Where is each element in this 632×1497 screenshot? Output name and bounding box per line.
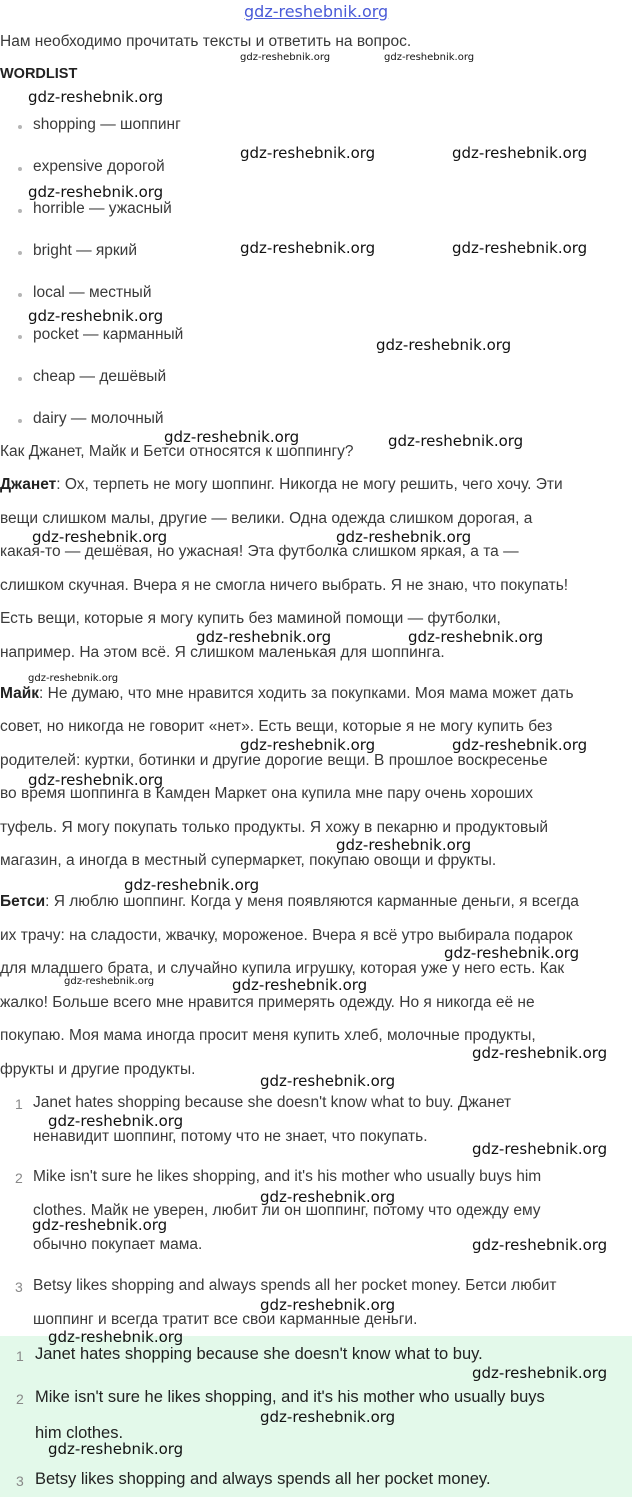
mike-line: туфель. Я могу покупать только продукты. Я хожу в пекарню и продуктовый [0,819,549,836]
janet-line: какая-то — дешёвая, но ужасная! Эта футболка слишком яркая, а та — [0,543,519,560]
question-text: Как Джанет, Майк и Бетси относятся к шоппингу? [0,443,354,460]
wordlist-item: pocket — карманный [33,326,184,343]
watermark-text: gdz-reshebnik.org [240,52,331,63]
watermark-text: gdz-reshebnik.org [28,771,164,789]
watermark-text: gdz-reshebnik.org [32,1216,168,1234]
watermark-text: gdz-reshebnik.org [376,336,512,354]
answer-line: Betsy likes shopping and always spends all her pocket money. [35,1470,491,1488]
statement-line: шоппинг и всегда тратит все свои карманные деньги. [33,1311,418,1328]
statement-line: Betsy likes shopping and always spends all her pocket money. Бетси любит [33,1277,557,1294]
mike-line: магазин, а иногда в местный супермаркет, покупаю овощи и фрукты. [0,852,497,869]
answer-line: Janet hates shopping because she doesn't know what to buy. [35,1345,483,1363]
betsy-line: для младшего брата, и случайно купила игрушку, которая уже у него есть. Как [0,960,565,977]
wordlist-item: expensive дорогой [33,158,165,175]
wordlist-item: horrible — ужасный [33,200,172,217]
bullet-icon [18,209,22,213]
answer-number: 2 [16,1391,24,1407]
watermark-text: gdz-reshebnik.org [336,836,472,854]
janet-line: слишком скучная. Вчера я не смогла ничего выбрать. Я не знаю, что покупать! [0,577,569,594]
wordlist-item: bright — яркий [33,242,137,259]
watermark-text: gdz-reshebnik.org [472,1236,608,1254]
watermark-text: gdz-reshebnik.org [32,528,168,546]
watermark-text: gdz-reshebnik.org [444,944,580,962]
watermark-text: gdz-reshebnik.org [472,1140,608,1158]
intro-text: Нам необходимо прочитать тексты и ответить на вопрос. [0,33,412,50]
watermark-text: gdz-reshebnik.org [260,1188,396,1206]
watermark-text: gdz-reshebnik.org [124,876,260,894]
watermark-text: gdz-reshebnik.org [452,239,588,257]
wordlist-title: WORDLIST [0,66,78,82]
watermark-text: gdz-reshebnik.org [64,976,155,987]
watermark-text: gdz-reshebnik.org [472,1364,608,1382]
watermark-text: gdz-reshebnik.org [260,1072,396,1090]
betsy-line: фрукты и другие продукты. [0,1061,196,1078]
watermark-text: gdz-reshebnik.org [240,239,376,257]
statement-number: 1 [15,1096,23,1112]
watermark-text: gdz-reshebnik.org [452,144,588,162]
wordlist-item: shopping — шоппинг [33,116,181,133]
watermark-text: gdz-reshebnik.org [28,88,164,106]
janet-line: например. На этом всё. Я слишком маленькая для шоппинга. [0,644,445,661]
mike-line: во время шоппинга в Камден Маркет она купила мне пару очень хороших [0,785,533,802]
watermark-text: gdz-reshebnik.org [196,628,332,646]
speaker-name: Джанет [0,476,57,493]
betsy-line-1: Бетси: Я люблю шоппинг. Когда у меня появляются карманные деньги, я всегда [0,893,579,910]
answer-line: Mike isn't sure he likes shopping, and it's his mother who usually buys [35,1388,545,1406]
statement-number: 2 [15,1170,23,1186]
wordlist-item: dairy — молочный [33,410,164,427]
answer-line: him clothes. [35,1424,124,1442]
wordlist-item: local — местный [33,284,152,301]
watermark-text: gdz-reshebnik.org [240,144,376,162]
watermark-text: gdz-reshebnik.org [232,976,368,994]
watermark-text: gdz-reshebnik.org [384,52,475,63]
bullet-icon [18,167,22,171]
watermark-text: gdz-reshebnik.org [48,1112,184,1130]
bullet-icon [18,293,22,297]
bullet-icon [18,125,22,129]
answer-number: 3 [16,1473,24,1489]
watermark-text: gdz-reshebnik.org [388,432,524,450]
betsy-line: покупаю. Моя мама иногда просит меня купить хлеб, молочные продукты, [0,1027,536,1044]
statement-line: ненавидит шоппинг, потому что не знает, что покупать. [33,1128,428,1145]
watermark-text: gdz-reshebnik.org [472,1044,608,1062]
answer-number: 1 [16,1348,24,1364]
janet-line: вещи слишком малы, другие — велики. Одна одежда слишком дорогая, а [0,510,533,527]
watermark-text: gdz-reshebnik.org [408,628,544,646]
statement-line: Mike isn't sure he likes shopping, and it's his mother who usually buys him [33,1168,542,1185]
watermark-text: gdz-reshebnik.org [28,307,164,325]
mike-line-1: Майк: Не думаю, что мне нравится ходить за покупками. Моя мама может дать [0,685,574,702]
betsy-line: их трачу: на сладости, жвачку, мороженое. Вчера я всё утро выбирала подарок [0,927,573,944]
watermark-text: gdz-reshebnik.org [240,736,376,754]
watermark-text: gdz-reshebnik.org [48,1440,184,1458]
watermark-text: gdz-reshebnik.org [48,1328,184,1346]
watermark-text: gdz-reshebnik.org [28,183,164,201]
bullet-icon [18,377,22,381]
watermark-text: gdz-reshebnik.org [260,1408,396,1426]
statement-line: Janet hates shopping because she doesn't know what to buy. Джанет [33,1094,512,1111]
betsy-line: жалко! Больше всего мне нравится примерять одежду. Но я никогда её не [0,994,535,1011]
janet-line-1: Джанет: Ох, терпеть не могу шоппинг. Никогда не могу решить, чего хочу. Эти [0,476,563,493]
bullet-icon [18,251,22,255]
watermark-text: gdz-reshebnik.org [260,1296,396,1314]
bullet-icon [18,419,22,423]
statement-number: 3 [15,1279,23,1295]
watermark-text: gdz-reshebnik.org [28,673,119,684]
mike-line: родителей: куртки, ботинки и другие дорогие вещи. В прошлое воскресенье [0,752,548,769]
statement-line: обычно покупает мама. [33,1236,203,1253]
bullet-icon [18,335,22,339]
mike-line: совет, но никогда не говорит «нет». Есть вещи, которые я не могу купить без [0,718,553,735]
watermark-text: gdz-reshebnik.org [164,428,300,446]
watermark-text: gdz-reshebnik.org [336,528,472,546]
speaker-name: Бетси [0,893,46,910]
watermark-text: gdz-reshebnik.org [452,736,588,754]
statement-line: clothes. Майк не уверен, любит ли он шоппинг, потому что одежду ему [33,1202,541,1219]
janet-line: Есть вещи, которые я могу купить без маминой помощи — футболки, [0,610,501,627]
speaker-name: Майк [0,685,40,702]
wordlist-item: cheap — дешёвый [33,368,167,385]
watermark-link[interactable]: gdz-reshebnik.org [244,2,389,21]
